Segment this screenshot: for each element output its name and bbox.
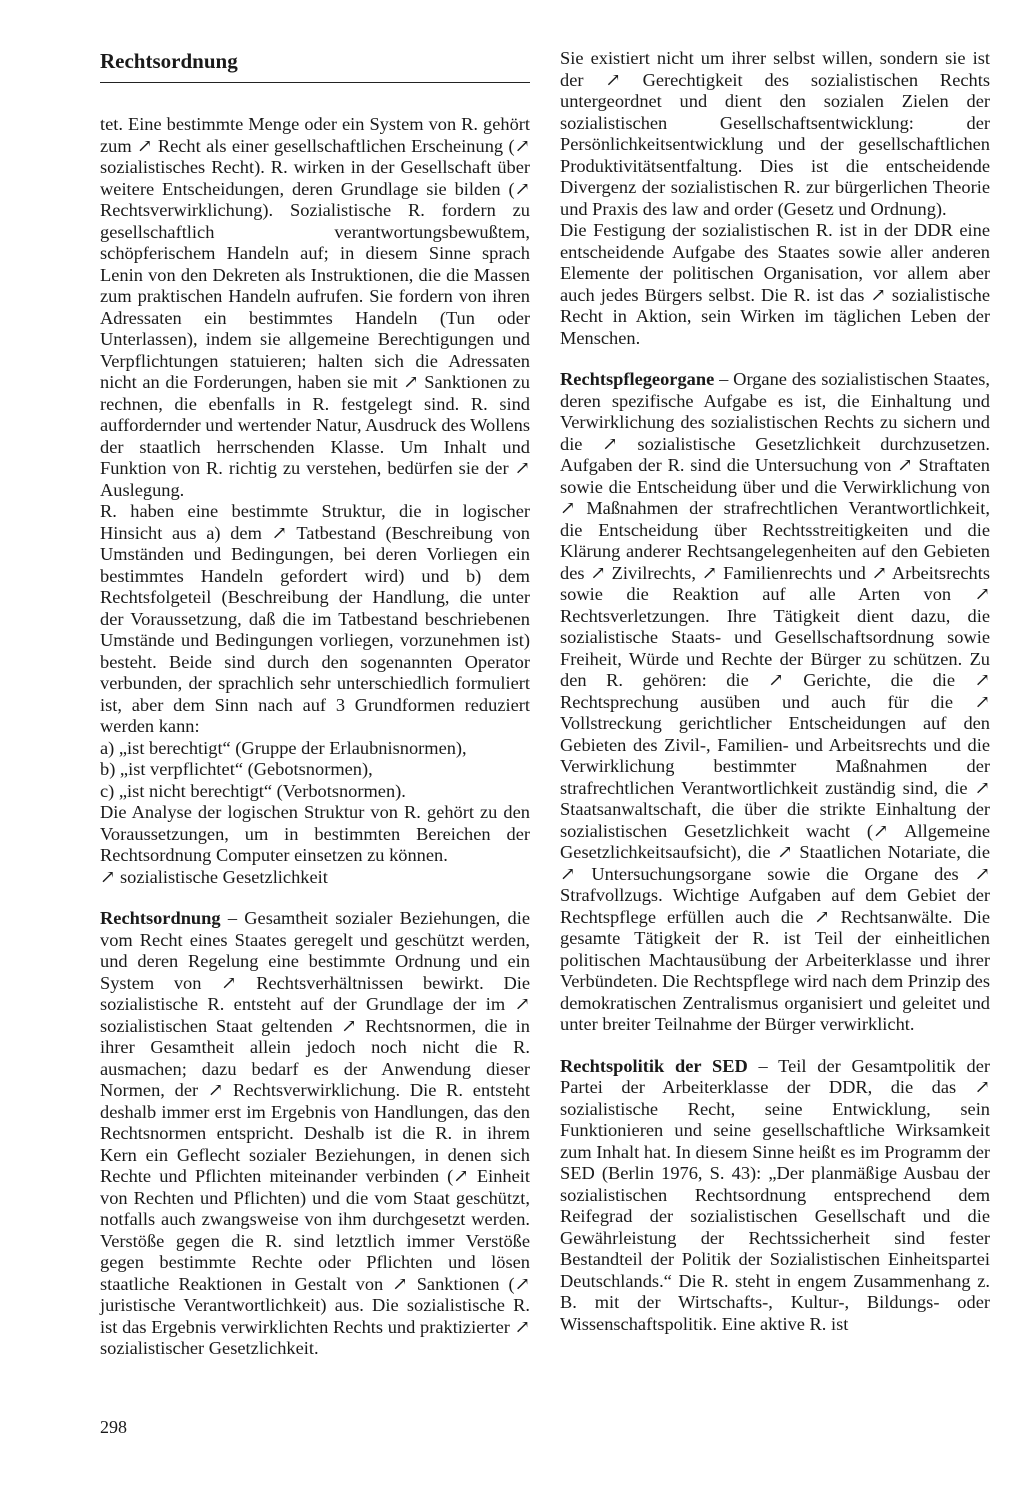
entry-term: Rechtspolitik der SED [560, 1055, 748, 1076]
operator-form-c: c) „ist nicht berechtigt“ (Verbotsnormen). [100, 780, 406, 801]
entry-term: Rechtsordnung [100, 908, 221, 928]
continued-paragraph: R. haben eine bestimmte Struktur, die in logischer Hinsicht aus a) dem ↗ Tatbestand (Beschreibung von Umständen und Bedingungen, bei deren Vorliegen ein bestimmtes Handeln gefordert wird) und b) dem Rechtsfolgeteil (Beschreibung der Handlung, die unter der Voraussetzung, daß die im Tatbestand beschriebenen Umstände und Bedingungen vorliegen, vorzunehmen ist) besteht. Beide sind durch den sogenannten Operator verbunden, der sprachlich sehr unterschiedlich formuliert ist, aber dem Sinn nach auf 3 Grundformen reduziert werden kann: [100, 501, 530, 736]
continued-paragraph: Sie existiert nicht um ihrer selbst willen, sondern sie ist der ↗ Gerechtigkeit des sozialistischen Rechts untergeordnet und dient den sozialen Zielen der sozialistischen Gesellschaftsentwicklung: der Persönlichkeitsentwicklung und der gesellschaftlichen Produktivitätsentfaltung. Dies ist die entscheidende Divergenz der sozialistischen R. zur bürgerlichen Theorie und Praxis des law and order (Gesetz und Ordnung). [560, 48, 990, 219]
right-column [560, 48, 990, 1335]
entry-rechtspflegeorgane [560, 369, 990, 1036]
page-number: 298 [100, 1417, 127, 1437]
cross-reference: ↗ sozialistische Gesetzlichkeit [100, 866, 328, 887]
continued-paragraph: Die Festigung der sozialistischen R. ist in der DDR eine entscheidende Aufgabe des Staates sowie aller anderen Elemente der politischen Organisation, vor allem aber auch jedes Bürgers selbst. Die R. ist das ↗ sozialistische Recht in Aktion, sein Wirken im täglichen Leben der Menschen. [560, 220, 990, 348]
left-column [100, 114, 530, 1360]
operator-form-b: b) „ist verpflichtet“ (Gebotsnormen), [100, 759, 373, 779]
entry-definition: – Teil der Gesamtpolitik der Partei der Arbeiterklasse der DDR, die das ↗ sozialistische Recht, seine Entwicklung, sein Funktionieren und seine gesellschaftliche Wirksamkeit zum Inhalt hat. In diesem Sinne heißt es im Programm der SED (Berlin 1976, S. 43): „Der planmäßige Ausbau der sozialistischen Rechtsordnung entsprechend dem Reifegrad der sozialistischen Gesellschaft und die Gewährleistung der Rechtssicherheit sind fester Bestandteil der Politik der Sozialistischen Einheitspartei Deutschlands.“ Die R. steht in engem Zusammenhang z. B. mit der Wirtschafts-, Kultur-, Bildungs- oder Wissenschaftspolitik. Eine aktive R. ist [560, 1055, 990, 1334]
entry-definition: – Organe des sozialistischen Staates, deren spezifische Aufgabe es ist, die Einhaltung und Verwirklichung des sozialistischen Rechts zu sichern und die ↗ sozialistische Gesetzlichkeit durchzusetzen. Aufgaben der R. sind die Untersuchung von ↗ Straftaten sowie die Entscheidung über und die Verwirklichung von ↗ Maßnahmen der strafrechtlichen Verantwortlichkeit, die Entscheidung über Rechtsstreitigkeiten und die Klärung anderer Rechtsangelegenheiten auf den Gebieten des ↗ Zivilrechts, ↗ Familienrechts und ↗ Arbeitsrechts sowie die Reaktion auf alle Arten von ↗ Rechtsverletzungen. Ihre Tätigkeit dient dazu, die sozialistische Staats- und Gesellschaftsordnung sowie Freiheit, Würde und Rechte der Bürger zu schützen. Zu den R. gehören: die ↗ Gerichte, die die ↗ Rechtsprechung ausüben und auch für die ↗ Vollstreckung gerichtlicher Entscheidungen auf den Gebieten des Zivil-, Familien- und Arbeitsrechts und die Verwirklichung bestimmter Maßnahmen der strafrechtlichen Verantwortlichkeit zuständig sind, die ↗ Staatsanwaltschaft, die über die strikte Einhaltung der sozialistischen Gesetzlichkeit wacht (↗ Allgemeine Gesetzlichkeitsaufsicht), die ↗ Staatlichen Notariate, die ↗ Untersuchungsorgane sowie die Organe des ↗ Strafvollzugs. Wichtige Aufgaben auf dem Gebiet der Rechtspflege erfüllen auch die ↗ Rechtsanwälte. Die gesamte Tätigkeit der R. ist Teil der einheitlichen politischen Machtausübung der Arbeiterklasse und ihrer Verbündeten. Die Rechtspflege wird nach dem Prinzip des demokratischen Zentralismus organisiert und geleitet und unter breiter Teilnahme der Bürger verwirklicht. [560, 369, 991, 1034]
operator-form-a: a) „ist berechtigt“ (Gruppe der Erlaubnisnormen), [100, 737, 467, 758]
continued-paragraph: tet. Eine bestimmte Menge oder ein System von R. gehört zum ↗ Recht als einer gesellschaftlichen Erscheinung (↗ sozialistisches Recht). R. wirken in der Gesellschaft über weitere Entscheidungen, deren Grundlage sie bilden (↗ Rechtsverwirklichung). Sozialistische R. fordern zu gesellschaftlich verantwortungsbewußtem, schöpferischem Handeln auf; in diesem Sinne sprach Lenin von den Dekreten als Instruktionen, die die Massen zum praktischen Handeln aufrufen. Sie fordern von ihren Adressaten ein bestimmtes Handeln (Tun oder Unterlassen), indem sie allgemeine Berechtigungen und Verpflichtungen statuieren; halten sich die Adressaten nicht an die Forderungen, haben sie mit ↗ Sanktionen zu rechnen, die ebenfalls in R. festgelegt sind. R. sind auffordernder und wertender Natur, Ausdruck des Wollens der staatlich herrschenden Klasse. Um Inhalt und Funktion von R. richtig zu verstehen, bedürfen sie der ↗ Auslegung. [100, 114, 530, 500]
entry-definition: – Gesamtheit sozialer Beziehungen, die vom Recht eines Staates geregelt und geschützt werden, und deren Regelung eine bestimmte Ordnung und ein System von ↗ Rechtsverhältnissen bewirkt. Die sozialistische R. entsteht auf der Grundlage der im ↗ sozialistischen Staat geltenden ↗ Rechtsnormen, die in ihrer Gesamtheit allein jedoch noch nicht die R. ausmachen; dazu bedarf es der Anwendung dieser Normen, der ↗ Rechtsverwirklichung. Die R. entsteht deshalb immer erst im Ergebnis von Handlungen, das den Rechtsnormen entspricht. Deshalb ist die R. in ihrem Kern ein Geflecht sozialer Beziehungen, in denen sich Rechte und Pflichten miteinander verbinden (↗ Einheit von Rechten und Pflichten) und die vom Staat geschützt, notfalls auch zwangsweise von ihm durchgesetzt werden. Verstöße gegen die R. sind letztlich immer Verstöße gegen bestimmte Rechte oder Pflichten und lösen staatliche Reaktionen in Gestalt von ↗ Sanktionen (↗ juristische Verantwortlichkeit) aus. Die sozialistische R. ist das Ergebnis verwirklichten Rechts und praktizierter ↗ sozialistischer Gesetzlichkeit. [100, 908, 530, 1358]
entry-term: Rechtspflegeorgane [560, 369, 715, 389]
running-title: Rechtsordnung [100, 49, 238, 73]
entry-rechtsordnung [100, 908, 530, 1360]
header-rule [100, 82, 530, 83]
continued-paragraph: Die Analyse der logischen Struktur von R. gehört zu den Voraussetzungen, um in bestimmten Bereichen der Rechtsordnung Computer einsetzen zu können. [100, 802, 530, 865]
entry-rechtspolitik-der-sed [560, 1056, 990, 1336]
